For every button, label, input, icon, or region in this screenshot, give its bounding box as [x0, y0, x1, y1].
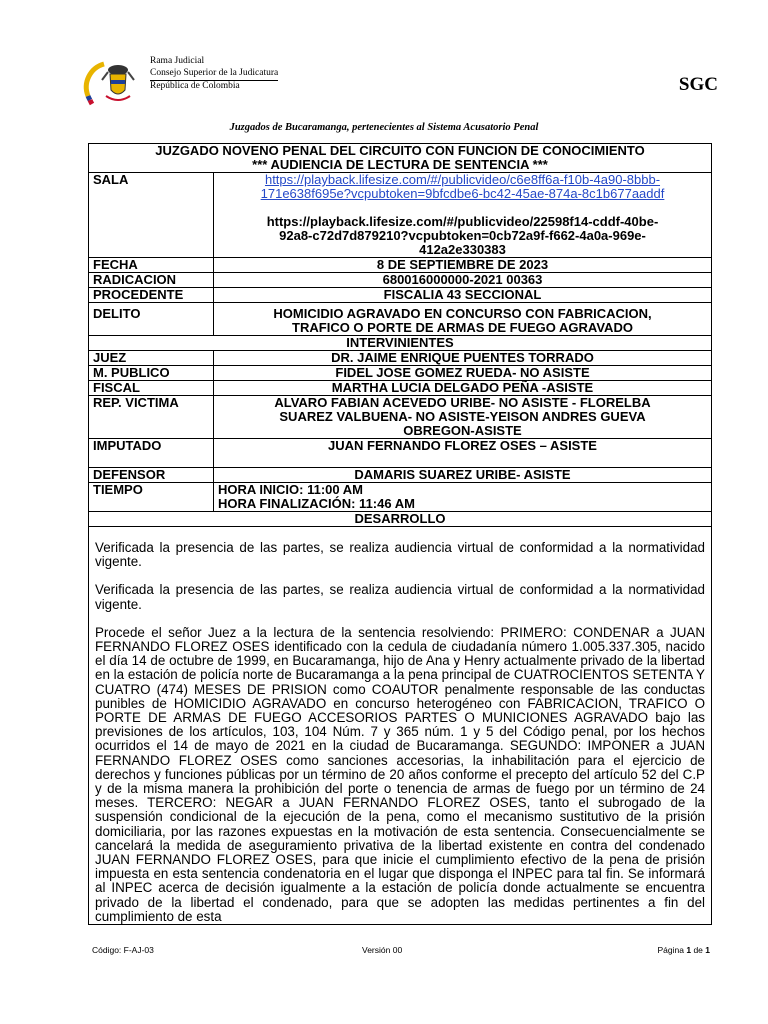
rep-victima-line-3: OBREGON-ASISTE	[403, 423, 522, 438]
fecha-label: FECHA	[89, 258, 214, 273]
defensor-value: DAMARIS SUAREZ URIBE- ASISTE	[214, 468, 712, 483]
fiscal-label: FISCAL	[89, 381, 214, 396]
imputado-row	[89, 439, 712, 468]
tiempo-label: TIEMPO	[89, 483, 214, 512]
juez-row	[89, 351, 712, 366]
mpublico-row	[89, 366, 712, 381]
procedente-value: FISCALIA 43 SECCIONAL	[214, 288, 712, 303]
court-title: JUZGADO NOVENO PENAL DEL CIRCUITO CON FUNCION DE CONOCIMIENTO	[155, 143, 645, 158]
body-paragraph-2: Verificada la presencia de las partes, se realiza audiencia virtual de conformidad a la normatividad vigente.	[95, 582, 705, 612]
fiscal-row	[89, 381, 712, 396]
delito-row	[89, 303, 712, 336]
rep-victima-line-1: ALVARO FABIAN ACEVEDO URIBE- NO ASISTE - FLORELBA	[274, 395, 651, 410]
delito-value-line-2: TRAFICO O PORTE DE ARMAS DE FUEGO AGRAVADO	[292, 320, 633, 335]
document-version: Versión 00	[362, 945, 403, 955]
juez-label: JUEZ	[89, 351, 214, 366]
rep-victima-label: REP. VICTIMA	[89, 396, 214, 439]
sala-link-1[interactable]: https://playback.lifesize.com/#/publicvideo/c6e8ff6a-f10b-4a90-8bbb- 171e638f695e?vcpubtoken=9bfcdbe6-bc42-45ae-874a-8c1b677aaddf	[260, 172, 665, 201]
desarrollo-row	[89, 512, 712, 527]
procedente-row	[89, 288, 712, 303]
desarrollo-body	[89, 527, 712, 925]
sala-link-2[interactable]: https://playback.lifesize.com/#/publicvideo/22598f14-cddf-40be- 92a8-c72d7d879210?vcpubtoken=0cb72a9f-f662-4a0a-969e- 412a2e330383	[266, 214, 659, 257]
tiempo-row	[89, 483, 712, 512]
mpublico-value: FIDEL JOSE GOMEZ RUEDA- NO ASISTE	[214, 366, 712, 381]
hora-fin: HORA FINALIZACIÓN: 11:46 AM	[218, 496, 415, 511]
delito-value-line-1: HOMICIDIO AGRAVADO EN CONCURSO CON FABRICACION,	[273, 306, 652, 321]
imputado-value: JUAN FERNANDO FLOREZ OSES – ASISTE	[214, 439, 712, 468]
radicacion-label: RADICACION	[89, 273, 214, 288]
sala-row	[89, 173, 712, 258]
body-paragraph-3: Procede el señor Juez a la lectura de la sentencia resolviendo: PRIMERO: CONDENAR a JUAN FERNANDO FLOREZ OSES identificado con la cedula de ciudadanía número 1.005.337.305, nacido el día 14 de octubre de 1999, en Bucaramanga, hijo de Ana y Henry actualmente privado de la libertad en la estación de policía norte de Bucaramanga a la pena principal de CUATROCIENTOS SETENTA Y CUATRO (474) MESES DE PRISION como COAUTOR penalmente responsable de las conductas punibles de HOMICIDIO AGRAVADO en concurso heterogéneo con FABRICACION, TRAFICO O PORTE DE ARMAS DE FUEGO ACCESORIOS PARTES O MUNICIONES AGRAVADO bajo las previsiones de los artículos, 103, 104 Núm. 7 y 365 núm. 1 y 5 del Código penal, por los hechos ocurridos el 14 de mayo de 2021 en la ciudad de Bucaramanga. SEGUNDO: IMPONER a JUAN FERNANDO FLOREZ OSES como sanciones accesorias, la inhabilitación para el ejercicio de derechos y funciones públicas por un término de 20 años conforme el precepto del artículo 52 del C.P y de la misma manera la prohibición del porte o tenencia de armas de fuego por un término de 24 meses. TERCERO: NEGAR a JUAN FERNANDO FLOREZ OSES, tanto el subrogado de la suspensión condicional de la ejecución de la pena, como el mecanismo sustitutivo de la prisión domiciliaria, por las razones expuestas en la motivación de esta sentencia. Consecuencialmente se cancelará la medida de aseguramiento privativa de la libertad existente en contra del condenado JUAN FERNANDO FLOREZ OSES, para que inicie el cumplimiento efectivo de la pena de prisión impuesta en esta sentencia condenatoria en el lugar que disponga el INPEC para tal fin. Se informará al INPEC acerca de decisión igualmente a la estación de policía donde actualmente se encuentra privado de la libertad el condenado, para que se adopten las medidas pertinentes a fin del cumplimiento de esta	[95, 624, 705, 924]
sala-label: SALA	[89, 173, 214, 258]
body-paragraph-1: Verificada la presencia de las partes, se realiza audiencia virtual de conformidad a la normatividad vigente.	[95, 540, 705, 570]
defensor-row	[89, 468, 712, 483]
table-title-row	[89, 144, 712, 173]
radicacion-value: 680016000000-2021 00363	[214, 273, 712, 288]
org-line-2: Consejo Superior de la Judicatura	[150, 68, 278, 82]
document-subtitle: Juzgados de Bucaramanga, pertenecientes al Sistema Acusatorio Penal	[229, 122, 539, 133]
intervinientes-heading: INTERVINIENTES	[89, 336, 712, 351]
coat-of-arms-logo	[78, 56, 148, 112]
hearing-record-table	[88, 143, 712, 925]
procedente-label: PROCEDENTE	[89, 288, 214, 303]
page-number: Página 1 de 1	[657, 945, 710, 955]
juez-value: DR. JAIME ENRIQUE PUENTES TORRADO	[214, 351, 712, 366]
document-code: Código: F-AJ-03	[92, 945, 154, 955]
radicacion-row	[89, 273, 712, 288]
mpublico-label: M. PUBLICO	[89, 366, 214, 381]
org-line-1: Rama Judicial	[150, 56, 205, 66]
hora-inicio: HORA INICIO: 11:00 AM	[218, 482, 363, 497]
desarrollo-body-row	[89, 527, 712, 925]
defensor-label: DEFENSOR	[89, 468, 214, 483]
rep-victima-line-2: SUAREZ VALBUENA- NO ASISTE-YEISON ANDRES GUEVA	[279, 409, 646, 424]
desarrollo-heading: DESARROLLO	[89, 512, 712, 527]
sgc-label: SGC	[678, 74, 718, 95]
fecha-value: 8 DE SEPTIEMBRE DE 2023	[214, 258, 712, 273]
fecha-row	[89, 258, 712, 273]
org-line-3: República de Colombia	[150, 81, 240, 91]
hearing-title: *** AUDIENCIA DE LECTURA DE SENTENCIA ***	[252, 157, 548, 172]
fiscal-value: MARTHA LUCIA DELGADO PEÑA -ASISTE	[214, 381, 712, 396]
rep-victima-row	[89, 396, 712, 439]
delito-label: DELITO	[89, 303, 214, 336]
imputado-label: IMPUTADO	[89, 439, 214, 468]
organization-name	[150, 56, 278, 93]
intervinientes-row	[89, 336, 712, 351]
page-header	[78, 56, 718, 116]
